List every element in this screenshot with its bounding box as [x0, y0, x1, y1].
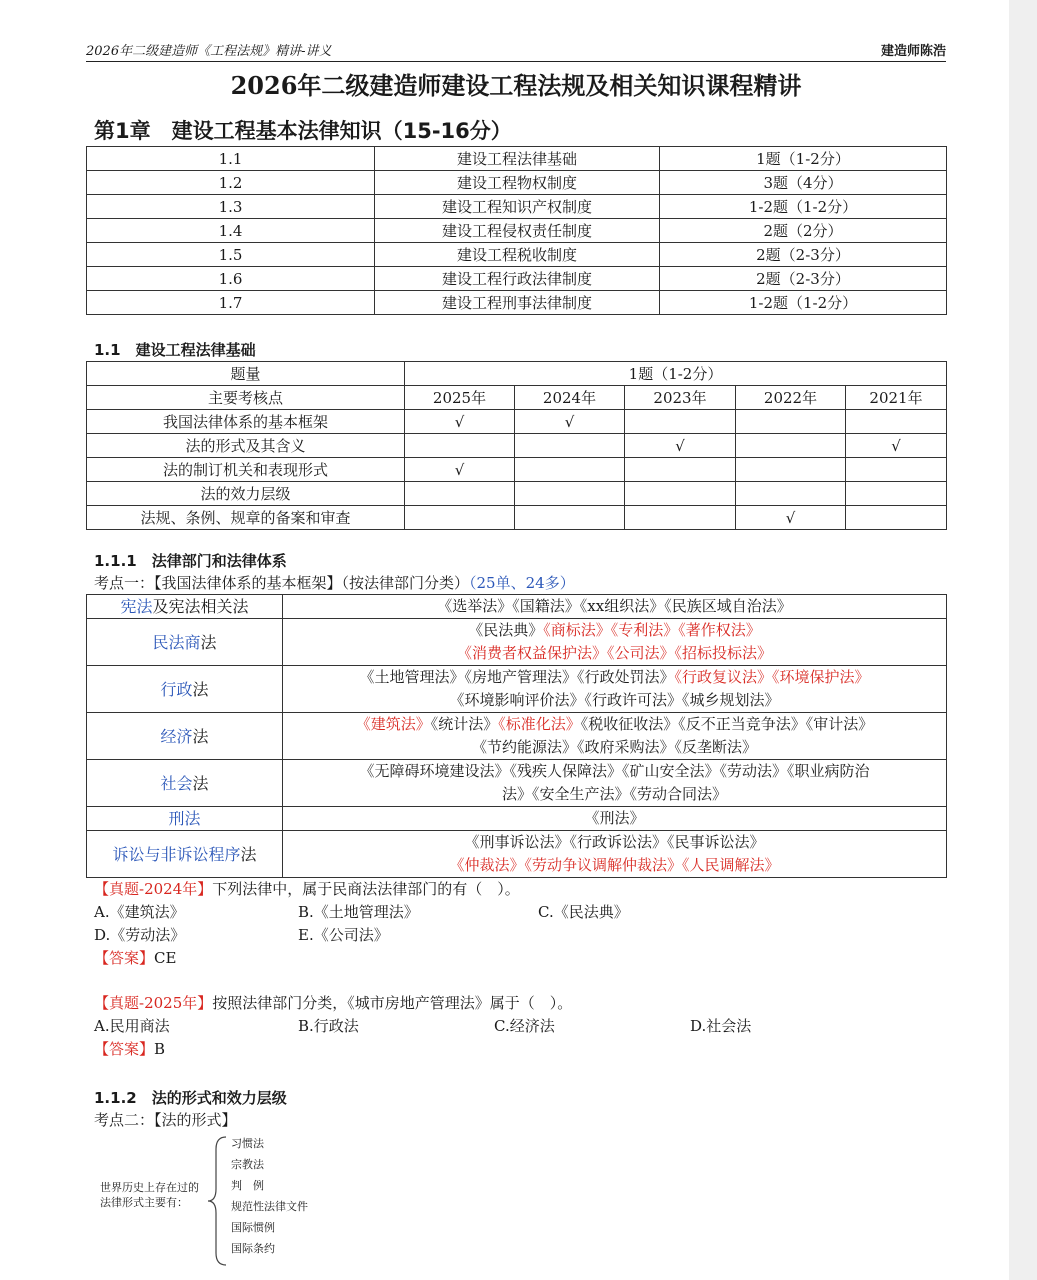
laws-cell — [283, 595, 947, 619]
table-row — [87, 619, 947, 666]
section-number: 1.5 — [87, 243, 375, 267]
option-a: A.《建筑法》 — [94, 903, 185, 921]
option-d: D.《劳动法》 — [94, 926, 186, 944]
section-score: 1-2题（1-2分） — [660, 291, 947, 315]
laws-cell — [283, 831, 947, 878]
year-header-row — [87, 386, 947, 410]
table-row — [87, 831, 947, 878]
diagram-label — [100, 1180, 199, 1210]
check-mark — [736, 410, 846, 434]
law-name: 《建筑法》 — [355, 715, 431, 733]
table-row — [87, 171, 947, 195]
laws-cell — [283, 760, 947, 807]
legal-department-key: 经济 — [160, 726, 193, 746]
table-row — [87, 147, 947, 171]
law-name: 《商标法》《专利法》《著作权法》 — [543, 621, 761, 639]
laws-line — [287, 807, 942, 830]
year-header: 2023年 — [625, 386, 736, 410]
check-mark — [736, 482, 846, 506]
legal-department-key: 民法商 — [152, 632, 201, 652]
section-number: 1.2 — [87, 171, 375, 195]
exam-point-name: 法的制订机关和表现形式 — [87, 458, 405, 482]
legal-system-table — [86, 594, 947, 878]
legal-department-suffix: 法 — [200, 632, 217, 652]
check-mark: √ — [405, 458, 515, 482]
points-label: 主要考核点 — [87, 386, 405, 410]
legal-department — [87, 760, 283, 807]
check-mark: √ — [405, 410, 515, 434]
check-mark — [736, 458, 846, 482]
year-header: 2025年 — [405, 386, 515, 410]
qty-value: 1题（1-2分） — [405, 362, 947, 386]
table-row — [87, 219, 947, 243]
question-2 — [86, 992, 946, 1015]
check-mark — [515, 482, 625, 506]
law-form-item: 判 例 — [231, 1179, 264, 1192]
header-author: 建造师陈浩 — [880, 44, 946, 59]
question-1-answer — [86, 947, 946, 970]
diagram-label-line-2: 法律形式主要有： — [100, 1196, 188, 1209]
table-row — [87, 482, 947, 506]
legal-department-key: 宪法 — [120, 597, 153, 616]
law-form-item: 国际惯例 — [231, 1221, 275, 1234]
check-mark — [625, 458, 736, 482]
legal-department — [87, 595, 283, 619]
check-mark — [405, 434, 515, 458]
table-row — [87, 506, 947, 530]
check-mark — [625, 506, 736, 530]
question-2-answer — [86, 1038, 946, 1061]
table-row — [87, 410, 947, 434]
answer-value: CE — [154, 949, 177, 967]
section-score: 2题（2分） — [660, 219, 947, 243]
question-1 — [86, 878, 946, 901]
exam-point-name: 我国法律体系的基本框架 — [87, 410, 405, 434]
table-row — [87, 666, 947, 713]
answer-tag: 【答案】 — [94, 1040, 155, 1058]
laws-line — [287, 713, 942, 736]
chapter-heading: 第1章 建设工程基本法律知识（15-16分） — [94, 119, 512, 143]
law-name: 《标准化法》 — [498, 715, 581, 733]
laws-line — [287, 666, 942, 689]
table-row — [87, 760, 947, 807]
option-d: D.社会法 — [690, 1017, 752, 1035]
section-name: 建设工程法律基础 — [375, 147, 660, 171]
legal-department — [87, 807, 283, 831]
table-row — [87, 267, 947, 291]
section-score: 1-2题（1-2分） — [660, 195, 947, 219]
law-name: 《统计法》 — [430, 715, 499, 733]
laws-line — [287, 854, 942, 877]
check-mark — [515, 506, 625, 530]
laws-cell — [283, 713, 947, 760]
table-row — [87, 595, 947, 619]
legal-department-key: 行政 — [160, 679, 193, 699]
section-number: 1.1 — [87, 147, 375, 171]
laws-line — [287, 642, 942, 665]
legal-department-suffix: 法 — [192, 679, 209, 699]
table-row — [87, 243, 947, 267]
section-score: 2题（2-3分） — [660, 243, 947, 267]
section-name: 建设工程行政法律制度 — [375, 267, 660, 291]
law-name: 《仲裁法》《劳动争议调解仲裁法》《人民调解法》 — [449, 856, 780, 874]
exam-frequency-table — [86, 361, 947, 530]
laws-line — [287, 831, 942, 854]
key-point-1-count: （25单、24多） — [469, 574, 575, 592]
table-row — [87, 291, 947, 315]
check-mark — [736, 434, 846, 458]
laws-line — [287, 783, 942, 806]
table-row — [87, 195, 947, 219]
legal-department-suffix: 法 — [240, 844, 257, 864]
law-form-item: 国际条约 — [231, 1242, 275, 1255]
check-mark — [515, 434, 625, 458]
check-mark — [846, 458, 947, 482]
law-name: 《节约能源法》《政府采购法》《反垄断法》 — [471, 738, 757, 756]
question-1-options-row-1 — [86, 901, 946, 924]
law-forms-list — [231, 1133, 308, 1259]
section-number: 1.3 — [87, 195, 375, 219]
option-b: B.行政法 — [298, 1017, 359, 1035]
table-row — [87, 458, 947, 482]
key-point-2: 考点二：【法的形式】 — [94, 1111, 237, 1129]
section-name: 建设工程税收制度 — [375, 243, 660, 267]
legal-department — [87, 713, 283, 760]
laws-cell — [283, 666, 947, 713]
legal-department-suffix: 及宪法相关法 — [152, 597, 249, 616]
law-form-item: 习惯法 — [231, 1137, 264, 1150]
header-course-title: 2026年二级建造师《工程法规》精讲-讲义 — [86, 44, 332, 59]
law-name: 法》《安全生产法》《劳动合同法》 — [501, 785, 727, 803]
section-score: 2题（2-3分） — [660, 267, 947, 291]
section-name: 建设工程知识产权制度 — [375, 195, 660, 219]
law-name: 《环境影响评价法》《行政许可法》《城乡规划法》 — [449, 691, 780, 709]
law-form-item: 规范性法律文件 — [231, 1200, 308, 1213]
legal-department — [87, 831, 283, 878]
law-name: 《行政复议法》《环境保护法》 — [674, 668, 870, 686]
table-row — [87, 807, 947, 831]
legal-department — [87, 619, 283, 666]
law-forms-diagram — [86, 1133, 946, 1273]
table-row — [87, 713, 947, 760]
section-number: 1.4 — [87, 219, 375, 243]
legal-department-suffix: 法 — [192, 773, 209, 793]
year-header: 2022年 — [736, 386, 846, 410]
answer-value: B — [154, 1040, 166, 1058]
check-mark — [846, 410, 947, 434]
law-name: 《刑事诉讼法》《行政诉讼法》《民事诉讼法》 — [464, 833, 765, 851]
option-e: E.《公司法》 — [298, 926, 389, 944]
check-mark — [625, 482, 736, 506]
check-mark: √ — [736, 506, 846, 530]
section-name: 建设工程物权制度 — [375, 171, 660, 195]
law-name: 《土地管理法》《房地产管理法》《行政处罚法》 — [359, 668, 675, 686]
section-name: 建设工程刑事法律制度 — [375, 291, 660, 315]
year-header: 2021年 — [846, 386, 947, 410]
law-name: 《无障碍环境建设法》《残疾人保障法》《矿山安全法》《劳动法》《职业病防治 — [359, 762, 870, 780]
section-score: 1题（1-2分） — [660, 147, 947, 171]
question-2-tag: 【真题-2025年】 — [94, 994, 213, 1012]
table-row — [87, 434, 947, 458]
legal-department-key: 社会 — [160, 773, 193, 793]
check-mark — [846, 482, 947, 506]
laws-cell — [283, 619, 947, 666]
document-page — [86, 40, 946, 1273]
section-number: 1.6 — [87, 267, 375, 291]
diagram-brace — [204, 1133, 234, 1269]
exam-point-name: 法的效力层级 — [87, 482, 405, 506]
law-form-item: 宗教法 — [231, 1158, 264, 1171]
answer-tag: 【答案】 — [94, 949, 155, 967]
legal-department-key: 刑法 — [168, 809, 201, 828]
option-a: A.民用商法 — [94, 1017, 170, 1035]
laws-line — [287, 689, 942, 712]
laws-line — [287, 760, 942, 783]
laws-line — [287, 619, 942, 642]
check-mark — [625, 410, 736, 434]
section-1-1-2-heading: 1.1.2 法的形式和效力层级 — [94, 1089, 287, 1107]
page-header — [86, 40, 946, 62]
check-mark: √ — [846, 434, 947, 458]
laws-line — [287, 736, 942, 759]
legal-department — [87, 666, 283, 713]
laws-cell — [283, 807, 947, 831]
option-b: B.《土地管理法》 — [298, 903, 419, 921]
section-number: 1.7 — [87, 291, 375, 315]
qty-row — [87, 362, 947, 386]
document-title: 2026年二级建造师建设工程法规及相关知识课程精讲 — [230, 71, 802, 100]
check-mark — [846, 506, 947, 530]
section-1-1-1-heading: 1.1.1 法律部门和法律体系 — [94, 552, 287, 570]
qty-label: 题量 — [87, 362, 405, 386]
key-point-1 — [86, 572, 946, 594]
legal-department-key: 诉讼与非诉讼程序 — [112, 844, 241, 864]
law-name: 《税收征收法》《反不正当竞争法》《审计法》 — [580, 715, 874, 733]
check-mark — [405, 506, 515, 530]
section-1-1-heading: 1.1 建设工程法律基础 — [94, 341, 256, 359]
law-name: 《刑法》 — [584, 809, 645, 827]
legal-department-suffix: 法 — [192, 726, 209, 746]
check-mark — [405, 482, 515, 506]
key-point-1-label: 考点一：【我国法律体系的基本框架】（按法律部门分类） — [94, 574, 470, 592]
option-c: C.《民法典》 — [538, 903, 629, 921]
exam-point-name: 法规、条例、规章的备案和审查 — [87, 506, 405, 530]
exam-point-name: 法的形式及其含义 — [87, 434, 405, 458]
section-name: 建设工程侵权责任制度 — [375, 219, 660, 243]
check-mark — [515, 458, 625, 482]
question-1-tag: 【真题-2024年】 — [94, 880, 213, 898]
law-name: 《消费者权益保护法》《公司法》《招标投标法》 — [456, 644, 772, 662]
question-1-options-row-2 — [86, 924, 946, 947]
question-2-options — [86, 1015, 946, 1038]
diagram-label-line-1: 世界历史上存在过的 — [100, 1181, 199, 1194]
question-1-text: 下列法律中，属于民商法法律部门的有（ ）。 — [212, 880, 520, 898]
viewer-scrollbar-track[interactable] — [1009, 0, 1037, 1280]
year-header: 2024年 — [515, 386, 625, 410]
chapter-overview-table — [86, 146, 947, 315]
question-2-text: 按照法律部门分类，《城市房地产管理法》属于（ ）。 — [212, 994, 573, 1012]
law-name: 《民法典》 — [468, 621, 544, 639]
laws-line — [287, 595, 942, 618]
option-c: C.经济法 — [494, 1017, 555, 1035]
section-score: 3题（4分） — [660, 171, 947, 195]
check-mark: √ — [625, 434, 736, 458]
check-mark: √ — [515, 410, 625, 434]
law-name: 《选举法》《国籍法》《xx组织法》《民族区域自治法》 — [437, 597, 792, 615]
